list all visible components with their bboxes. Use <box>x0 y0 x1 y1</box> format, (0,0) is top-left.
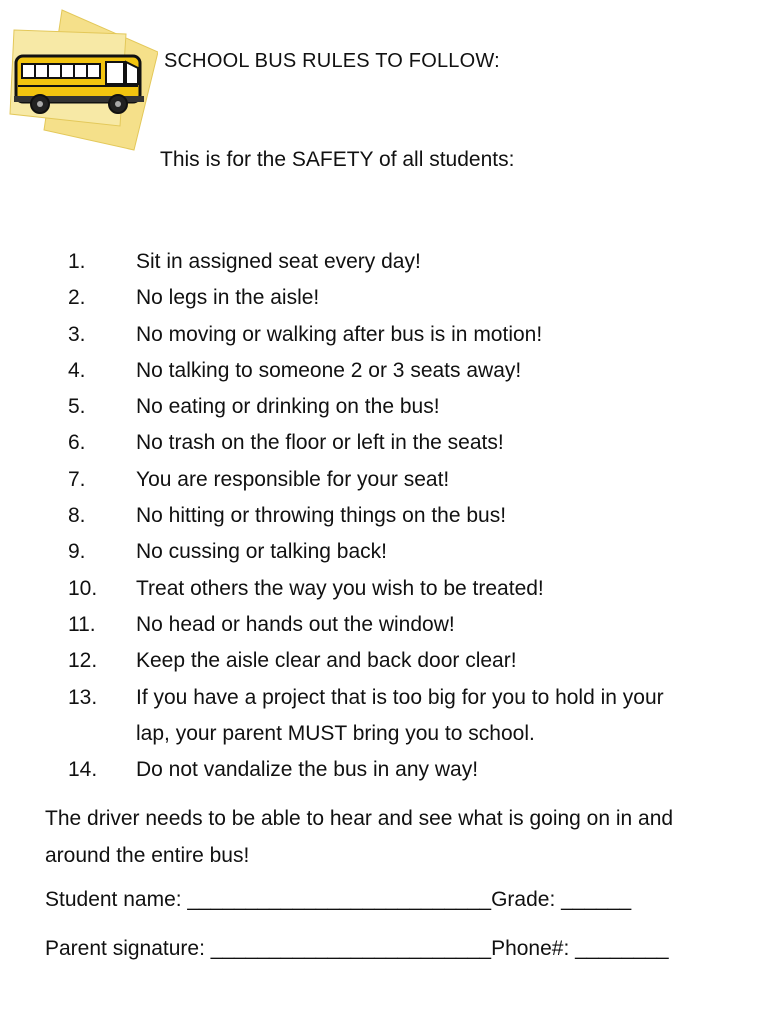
list-item <box>0 462 770 498</box>
list-item <box>0 571 770 607</box>
rule-text: No head or hands out the window! <box>136 612 455 636</box>
rule-number: 8. <box>68 504 86 528</box>
rule-text: Keep the aisle clear and back door clear! <box>136 649 517 673</box>
rule-text: No hitting or throwing things on the bus! <box>136 504 507 528</box>
rule-number: 1. <box>68 250 86 273</box>
rule-text: Sit in assigned seat every day! <box>136 250 421 273</box>
list-item <box>0 607 770 643</box>
rule-text: No talking to someone 2 or 3 seats away! <box>136 358 522 382</box>
rule-text: No moving or walking after bus is in motion! <box>136 322 543 346</box>
rule-number: 2. <box>68 286 86 310</box>
rule-text: You are responsible for your seat! <box>136 467 450 491</box>
rule-number: 14. <box>68 758 98 782</box>
rule-number: 5. <box>68 395 86 419</box>
rule-number: 11. <box>68 612 96 636</box>
rule-number: 6. <box>68 431 86 455</box>
rule-text: Treat others the way you wish to be treated! <box>136 576 544 600</box>
rule-number: 13. <box>68 685 98 709</box>
rules-list <box>0 244 770 788</box>
page-title: SCHOOL BUS RULES TO FOLLOW: <box>164 50 500 72</box>
rule-text: If you have a project that is too big for you to hold in your lap, your parent MUST bring you to school. <box>136 685 664 745</box>
rule-number: 7. <box>68 467 86 491</box>
list-item <box>0 680 770 753</box>
list-item <box>0 389 770 425</box>
rule-number: 3. <box>68 322 86 346</box>
rule-number: 12. <box>68 649 98 673</box>
list-item <box>0 317 770 353</box>
parent-signature-phone-field[interactable]: Parent signature: ________________________Phone#: ________ <box>45 937 669 960</box>
rule-text: No legs in the aisle! <box>136 286 320 310</box>
rule-text: Do not vandalize the bus in any way! <box>136 758 479 782</box>
list-item <box>0 498 770 534</box>
list-item <box>0 244 770 280</box>
rule-text: No trash on the floor or left in the seats! <box>136 431 504 455</box>
list-item <box>0 752 770 788</box>
list-item <box>0 280 770 316</box>
driver-note: The driver needs to be able to hear and see what is going on in and around the entire bus! <box>45 807 674 867</box>
rule-text: No eating or drinking on the bus! <box>136 395 440 419</box>
list-item <box>0 425 770 461</box>
rule-number: 4. <box>68 358 86 382</box>
rule-number: 9. <box>68 540 86 564</box>
list-item <box>0 643 770 679</box>
list-item <box>0 353 770 389</box>
rule-text: No cussing or talking back! <box>136 540 387 564</box>
rule-number: 10. <box>68 576 98 600</box>
list-item <box>0 534 770 570</box>
school-bus-icon <box>8 8 158 158</box>
page-subtitle: This is for the SAFETY of all students: <box>160 148 515 171</box>
student-name-grade-field[interactable]: Student name: __________________________Grade: ______ <box>45 888 632 911</box>
